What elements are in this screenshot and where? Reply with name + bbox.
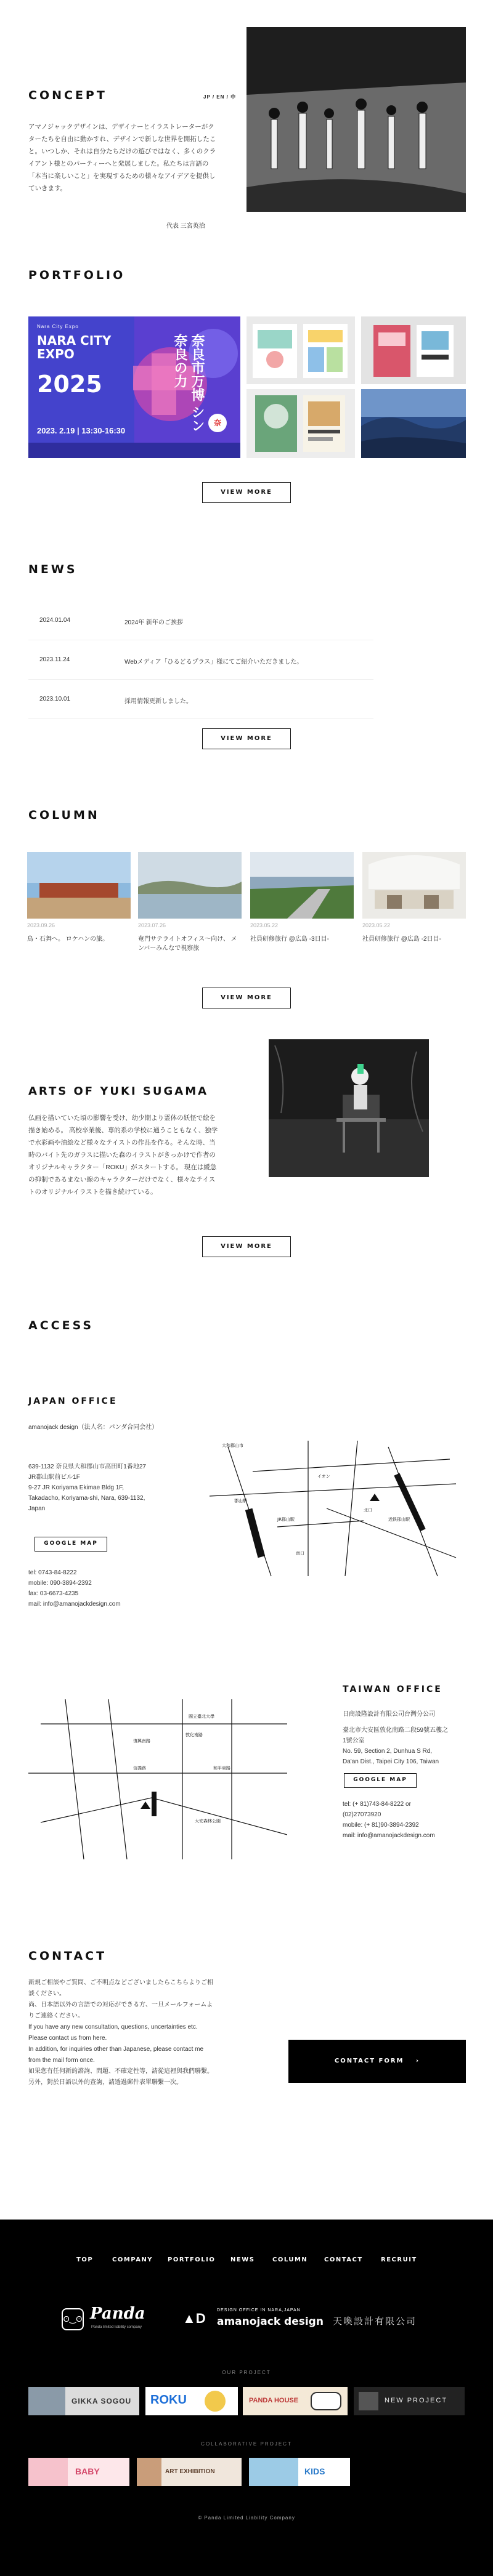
contact-line: from the mail form once. xyxy=(28,2057,95,2064)
column-date: 2023.05.22 xyxy=(250,922,279,928)
japan-office-address xyxy=(28,1462,176,1514)
column-view-more-button[interactable]: VIEW MORE xyxy=(202,988,291,1008)
map-label: 敦化南路 xyxy=(185,1733,203,1737)
expo-badge: 奈 xyxy=(208,414,227,432)
concept-text: アマノジャックデザインは、デザイナーとイラストレーターがクターたちを自由に動かすれ、デザインで新しな世界を開拓したこと。いつしか、それは自分たちだけの遊びではなく、多くのクライアント様とのパーティーへと発展しました。私たちは言語の「本当に楽しいこと」を実現するための様々なアイデアを提供していきます。 xyxy=(28,123,216,192)
concept-title: CONCEPT xyxy=(28,89,107,102)
footer-nav-top[interactable]: TOP xyxy=(76,2256,94,2263)
map-label: 信義路 xyxy=(133,1766,146,1771)
roku-character-icon xyxy=(205,2391,226,2412)
address-line: 臺北市大安區敦化南路二段59號五樓之 xyxy=(343,1727,449,1734)
contact-line: Please contact us from here. xyxy=(28,2035,107,2042)
portfolio-item-magazine[interactable] xyxy=(246,389,355,458)
column-card-title: 社員研修旅行 @広島 -3日目- xyxy=(250,936,329,943)
arts-text: 仏画を描いていた頃の影響を受け、幼少期より霊体の妖怪で絵を描き始める。 高校卒業後、専的系の学校に通うこともなく、独学で水彩画や油絵など様々なテイストの作品を作る。そんな時、当時のバイト先のガラスに描いた森のイラストがきっかけで作者のオリジナルキャラクター「ROKU」がスタートする。 現在は緩急の抑制であるまない線のキャラクターだけでなく、様々なテイストのオリジナルイラストを描き続けている。 xyxy=(28,1114,218,1196)
taiwan-google-map-button[interactable]: GOOGLE MAP xyxy=(344,1773,417,1788)
amanojack-logo[interactable] xyxy=(182,2303,324,2334)
panda-logo-text: Panda xyxy=(90,2304,145,2323)
portfolio-item-brochure[interactable] xyxy=(246,316,355,384)
map-label: 國立臺北大學 xyxy=(189,1714,214,1719)
portfolio-item-expo[interactable] xyxy=(28,316,240,458)
contact-line: If you have any new consultation, questions, uncertainties etc. xyxy=(28,2024,198,2031)
banner-text: BABY xyxy=(75,2466,100,2476)
column-card-title: 鳥・石舞へ。 ロケハンの旅。 xyxy=(27,936,109,943)
contact-line: 新規ご相談やご質問、ご不明点などございましたらこちらよりご相談ください。 xyxy=(28,1979,213,1997)
map-label: 和平東路 xyxy=(213,1766,230,1771)
portfolio-item-landscape[interactable] xyxy=(361,389,466,458)
amanojack-logo-top: DESIGN OFFICE IN NARA,JAPAN xyxy=(217,2308,301,2312)
footer xyxy=(0,2220,493,2576)
expo-date: 2023. 2.19 | 13:30-16:30 xyxy=(37,426,126,435)
banner-photo xyxy=(137,2458,161,2486)
project-banner-roku[interactable] xyxy=(145,2387,238,2415)
news-text: Webメディア「ひるどるプラス」様にてご紹介いただきました。 xyxy=(124,659,303,666)
column-card[interactable] xyxy=(27,852,131,943)
panda-logo[interactable] xyxy=(62,2303,166,2334)
column-thumbnail xyxy=(27,852,131,919)
panda-logo-sub: Panda limited liability company xyxy=(91,2325,142,2329)
column-thumbnail xyxy=(138,852,242,919)
news-item[interactable] xyxy=(28,601,373,640)
copyright: © Panda Limited Liability Company xyxy=(198,2515,295,2521)
footer-nav-contact[interactable]: CONTACT xyxy=(324,2256,363,2263)
project-banner-new[interactable] xyxy=(354,2387,465,2415)
taiwan-company-logo[interactable]: 天喚設計有限公司 xyxy=(333,2316,417,2327)
map-label: JR郡山駅 xyxy=(277,1517,295,1522)
column-card[interactable] xyxy=(250,852,354,943)
column-thumbnail xyxy=(250,852,354,919)
access-title: ACCESS xyxy=(28,1319,94,1332)
column-thumbnail xyxy=(362,852,466,919)
footer-nav-company[interactable]: COMPANY xyxy=(112,2256,153,2263)
contact-line: In addition, for inquiries other than Japanese, please contact me xyxy=(28,2046,204,2053)
news-title: NEWS xyxy=(28,563,78,576)
contact-line: mobile: 090-3894-2392 xyxy=(28,1580,92,1587)
arts-view-more-button[interactable]: VIEW MORE xyxy=(202,1236,291,1257)
banner-text: KIDS xyxy=(304,2466,325,2476)
concept-signature: 代表 三宮英治 xyxy=(166,223,205,230)
portfolio-item-goods[interactable] xyxy=(361,316,466,384)
contact-line: tel: 0743-84-8222 xyxy=(28,1569,77,1576)
collab-banner-kids[interactable] xyxy=(249,2458,350,2486)
language-switcher[interactable]: JP / EN / 中 xyxy=(203,94,237,100)
map-label: 復興南路 xyxy=(133,1739,150,1744)
contact-line: mobile: (+ 81)90-3894-2392 xyxy=(343,1822,419,1829)
collab-banner-art-exhibition[interactable] xyxy=(137,2458,242,2486)
contact-line[interactable]: mail: info@amanojackdesign.com xyxy=(28,1601,121,1608)
banner-photo xyxy=(359,2392,378,2410)
concept-photo xyxy=(246,27,466,212)
banner-text: ART EXHIBITION xyxy=(165,2468,215,2475)
banner-text: NEW PROJECT xyxy=(385,2397,448,2404)
contact-line: tel: (+ 81)743-84-8222 or xyxy=(343,1801,411,1808)
panda-icon: ʘ‿ʘ xyxy=(62,2308,84,2330)
contact-line: 尚、日本語以外の言語での対応ができる方、一旦メールフォームよりご連絡ください。 xyxy=(28,2002,213,2019)
project-banner-gikka[interactable] xyxy=(28,2387,139,2415)
taiwan-office-title: TAIWAN OFFICE xyxy=(343,1684,442,1694)
taiwan-office-map[interactable] xyxy=(28,1699,287,1859)
map-label: イオン xyxy=(317,1474,330,1479)
column-title: COLUMN xyxy=(28,808,100,822)
banner-photo xyxy=(28,2458,68,2486)
footer-nav-column[interactable]: COLUMN xyxy=(272,2256,308,2263)
portfolio-view-more-button[interactable]: VIEW MORE xyxy=(202,482,291,503)
arts-title: ARTS OF YUKI SUGAMA xyxy=(28,1085,209,1098)
project-banner-panda-house[interactable] xyxy=(243,2387,348,2415)
news-text: 採用情報更新しました。 xyxy=(124,698,192,705)
address-line: Da'an Dist., Taipei City 106, Taiwan xyxy=(343,1758,439,1765)
map-label: 郡山駅 xyxy=(234,1499,247,1503)
map-label: 北口 xyxy=(364,1508,372,1513)
japan-office-title: JAPAN OFFICE xyxy=(28,1396,118,1406)
contact-line: (02)27073920 xyxy=(343,1811,381,1818)
footer-nav-recruit[interactable]: RECRUIT xyxy=(381,2256,417,2263)
japan-office-name: amanojack design（法人名：パンダ合同会社） xyxy=(28,1424,158,1431)
contact-form-button[interactable] xyxy=(288,2040,466,2083)
taiwan-office-contacts xyxy=(343,1799,478,1841)
column-card[interactable] xyxy=(362,852,466,943)
contact-title: CONTACT xyxy=(28,1949,107,1963)
contact-line[interactable]: mail: info@amanojackdesign.com xyxy=(343,1832,435,1839)
news-view-more-button[interactable]: VIEW MORE xyxy=(202,728,291,749)
collab-banner-baby[interactable] xyxy=(28,2458,129,2486)
our-project-label: OUR PROJECT xyxy=(222,2370,271,2375)
expo-vertical-title: 奈良市万博 シン奈良の力 xyxy=(173,334,205,433)
address-line: JR郡山駅前ビル1F xyxy=(28,1474,80,1481)
japan-office-map[interactable] xyxy=(203,1435,462,1582)
news-text: 2024年 新年のご挨拶 xyxy=(124,619,184,626)
address-line: Takadacho, Koriyama-shi, Nara, 639-1132, xyxy=(28,1495,145,1502)
map-label: 南口 xyxy=(296,1551,304,1556)
footer-nav-portfolio[interactable]: PORTFOLIO xyxy=(168,2256,216,2263)
news-date: 2023.11.24 xyxy=(39,656,70,663)
contact-line[interactable]: fax: 03-6673-4235 xyxy=(28,1590,79,1597)
expo-year: 2025 xyxy=(37,371,102,398)
map-label: 大安森林公園 xyxy=(195,1819,221,1824)
contact-form-label: CONTACT FORM xyxy=(334,2058,404,2064)
address-line: No. 59, Section 2, Dunhua S Rd, xyxy=(343,1748,433,1755)
column-card[interactable] xyxy=(138,852,242,952)
news-date: 2023.10.01 xyxy=(39,696,71,702)
contact-line: 如果您有任何新的諮詢、問題、不確定性等，請從這裡與我們聯繫。 xyxy=(28,2068,213,2075)
column-card-title: 社員研修旅行 @広島 -2日目- xyxy=(362,936,441,943)
news-item[interactable] xyxy=(28,640,373,680)
address-line: 639-1132 奈良県大和郡山市高田町1番地27 xyxy=(28,1463,146,1470)
banner-photo xyxy=(28,2387,65,2415)
arrow-right-icon: › xyxy=(415,2058,420,2064)
column-card-title: 奄門サテライトオフィス～向け、 メンバーみんなで視察旅 xyxy=(138,936,237,952)
footer-nav-news[interactable]: NEWS xyxy=(230,2256,255,2263)
panda-characters-icon xyxy=(311,2392,341,2410)
arts-illustration xyxy=(269,1039,429,1177)
banner-text: GIKKA SOGOU xyxy=(71,2397,132,2405)
map-label: 近鉄郡山駅 xyxy=(388,1517,410,1522)
amanojack-icon: ▲D xyxy=(182,2311,206,2326)
contact-line: 另外，對於日語以外的查詢，請透過郵件表單聯繫一次。 xyxy=(28,2079,182,2086)
amanojack-logo-text: amanojack design xyxy=(217,2316,324,2328)
collaborative-project-label: COLLABORATIVE PROJECT xyxy=(201,2441,292,2447)
expo-title: NARA CITY EXPO xyxy=(37,333,112,361)
japan-office-contacts xyxy=(28,1568,176,1609)
portfolio-title: PORTFOLIO xyxy=(28,268,126,282)
column-date: 2023.05.22 xyxy=(362,922,391,928)
column-date: 2023.07.26 xyxy=(138,922,166,928)
taiwan-office-address xyxy=(343,1725,478,1767)
banner-text: ROKU xyxy=(150,2393,187,2407)
map-label: 大和郡山市 xyxy=(222,1443,243,1448)
news-date: 2024.01.04 xyxy=(39,617,71,624)
address-line: 9-27 JR Koriyama Ekimae Bldg 1F, xyxy=(28,1484,124,1491)
japan-google-map-button[interactable]: GOOGLE MAP xyxy=(35,1537,107,1552)
taiwan-office-name: 日商設隆設計有限公司台灣分公司 xyxy=(343,1711,435,1718)
address-line: 1號公室 xyxy=(343,1737,365,1744)
address-line: Japan xyxy=(28,1505,46,1512)
news-item[interactable] xyxy=(28,680,373,719)
contact-text xyxy=(28,1978,213,2088)
expo-small-title: Nara City Expo xyxy=(37,324,79,329)
banner-text: PANDA HOUSE xyxy=(249,2397,299,2404)
banner-photo xyxy=(249,2458,298,2486)
column-date: 2023.09.26 xyxy=(27,922,55,928)
